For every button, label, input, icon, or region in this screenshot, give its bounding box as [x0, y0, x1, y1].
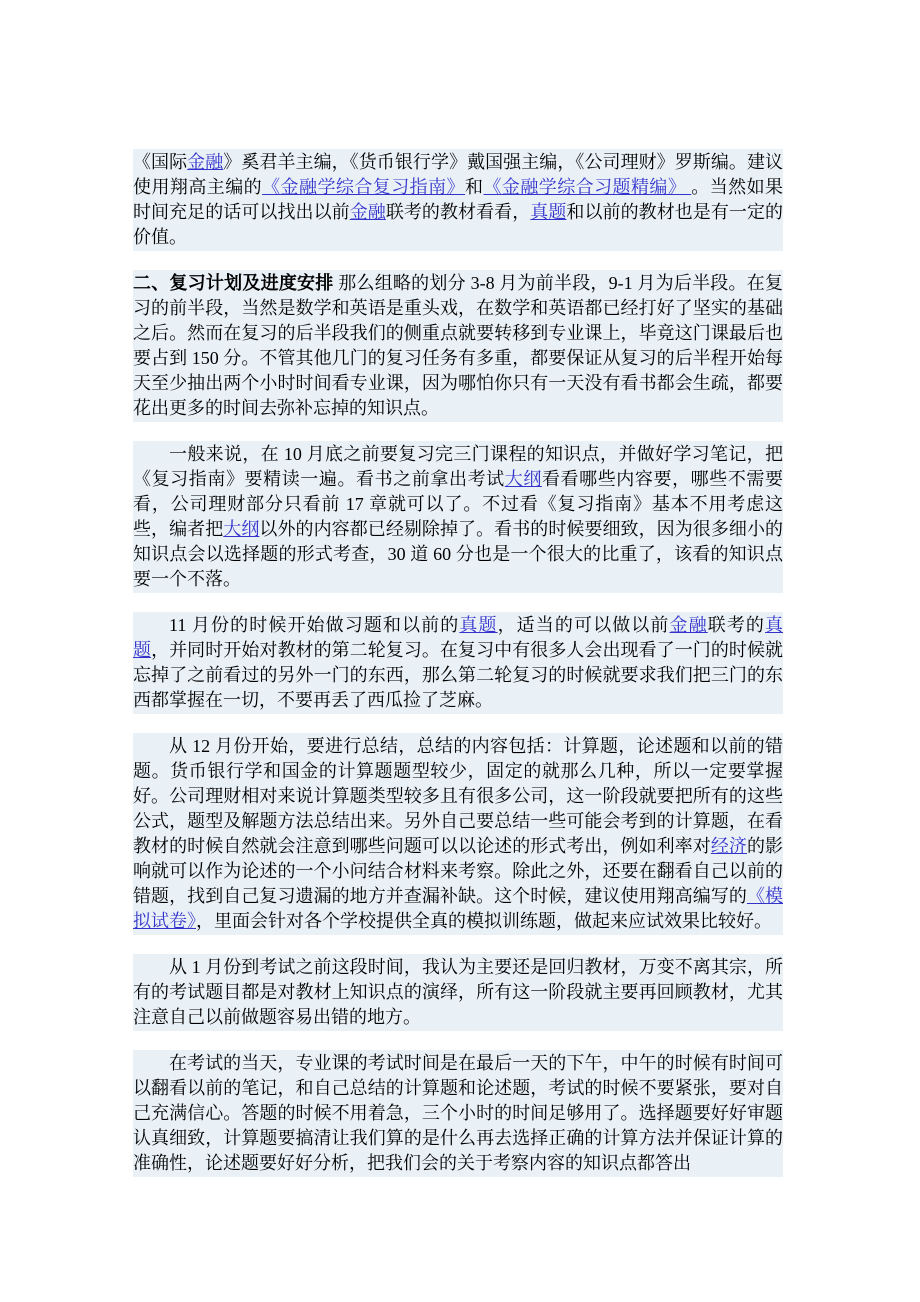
text-run: 》奚君羊主编，《货币银行学》戴国强主编，《公司理财》罗斯编。建议使用翔高主编的	[133, 152, 784, 197]
hyperlink[interactable]: 金融	[669, 615, 708, 635]
hyperlink[interactable]: 大纲	[223, 519, 260, 539]
text-run: 联考的教材看看，	[385, 202, 531, 222]
text-run: 看看哪些内容要，哪些不需要看，公司理财部分只看前 17 章就可以了。不过看《复习指南》基本不用考虑这些，编者把	[133, 469, 784, 539]
text-run: ，里面会针对各个学校提供全真的模拟训练题，做起来应试效果比较好。	[196, 911, 772, 931]
paragraph	[133, 612, 783, 714]
hyperlink[interactable]: 真题	[459, 615, 498, 635]
hyperlink[interactable]: 真题	[133, 615, 784, 660]
text-run: 从 12 月份开始，要进行总结，总结的内容包括：计算题，论述题和以前的错题。货币银行学和国金的计算题题型较少，固定的就那么几种，所以一定要掌握好。公司理财相对来说计算题类型较多且有很多公司，这一阶段就要把所有的这些公式，题型及解题方法总结出来。另外自己要总结一些可能会考到的计算题，在看教材的时候自然就会注意到哪些问题可以以论述的形式考出，例如利率对	[133, 736, 783, 856]
text-run: ，适当的可以做以前	[497, 615, 670, 635]
text-run: 。当然如果时间充足的话可以找出以前	[133, 177, 784, 222]
text-run: 联考的	[707, 615, 766, 635]
hyperlink[interactable]: 《金融学综合复习指南》	[262, 177, 465, 197]
paragraph	[133, 954, 783, 1031]
text-run: ，并同时开始对教材的第二轮复习。在复习中有很多人会出现看了一门的时候就忘掉了之前看过的另外一门的东西，那么第二轮复习的时候就要求我们把三门的东西都掌握在一切，不要再丢了西瓜捡了芝麻。	[133, 640, 784, 710]
text-run: 那么组略的划分 3-8 月为前半段，9-1 月为后半段。在复习的前半段，当然是数学和英语是重头戏，在数学和英语都已经打好了坚实的基础之后。然而在复习的后半段我们的侧重点就要转移到专业课上，毕竟这门课最后也要占到 150 分。不管其他几门的复习任务有多重，都要保证从复习的后半程开始每天至少抽出两个小时时间看专业课，因为哪怕你只有一天没有看书都会生疏，都要花出更多的时间去弥补忘掉的知识点。	[133, 273, 783, 418]
hyperlink[interactable]: 《金融学综合习题精编》	[483, 177, 692, 197]
paragraph	[133, 1050, 783, 1177]
text-run: 11 月份的时候开始做习题和以前的	[169, 615, 460, 635]
paragraph	[133, 149, 783, 251]
text-run: 在考试的当天，专业课的考试时间是在最后一天的下午，中午的时候有时间可以翻看以前的笔记，和自己总结的计算题和论述题，考试的时候不要紧张，要对自己充满信心。答题的时候不用着急，三个小时的时间足够用了。选择题要好好审题认真细致，计算题要搞清让我们算的是什么再去选择正确的计算方法并保证计算的准确性，论述题要好好分析，把我们会的关于考察内容的知识点都答出	[133, 1053, 783, 1173]
text-run: 的影响就可以作为论述的一个小问结合材料来考察。除此之外，还要在翻看自己以前的错题，找到自己复习遗漏的地方并查漏补缺。这个时候，建议使用翔高编写的	[133, 836, 784, 906]
text-run: 和	[464, 177, 484, 197]
hyperlink[interactable]: 金融	[187, 152, 224, 172]
hyperlink[interactable]: 《模拟试卷》	[133, 886, 784, 931]
hyperlink[interactable]: 经济	[710, 836, 747, 856]
paragraph	[133, 270, 783, 422]
text-run: 一般来说，在 10 月底之前要复习完三门课程的知识点，并做好学习笔记，把《复习指南》要精读一遍。看书之前拿出考试	[133, 444, 783, 489]
document-body	[133, 149, 783, 1196]
text-run: 以外的内容都已经剔除掉了。看书的时候要细致，因为很多细小的知识点会以选择题的形式考查，30 道 60 分也是一个很大的比重了，该看的知识点要一个不落。	[133, 519, 784, 589]
hyperlink[interactable]: 真题	[530, 202, 567, 222]
text-run: 《国际	[133, 152, 188, 172]
paragraph	[133, 733, 783, 935]
text-run: 和以前的教材也是有一定的价值。	[133, 202, 784, 247]
text-run: 从 1 月份到考试之前这段时间，我认为主要还是回归教材，万变不离其宗，所有的考试题目都是对教材上知识点的演绎，所有这一阶段就主要再回顾教材，尤其注意自己以前做题容易出错的地方。	[133, 957, 783, 1027]
hyperlink[interactable]: 金融	[349, 202, 386, 222]
paragraph	[133, 441, 783, 593]
hyperlink[interactable]: 大纲	[504, 469, 542, 489]
section-heading: 二、复习计划及进度安排	[133, 273, 334, 293]
